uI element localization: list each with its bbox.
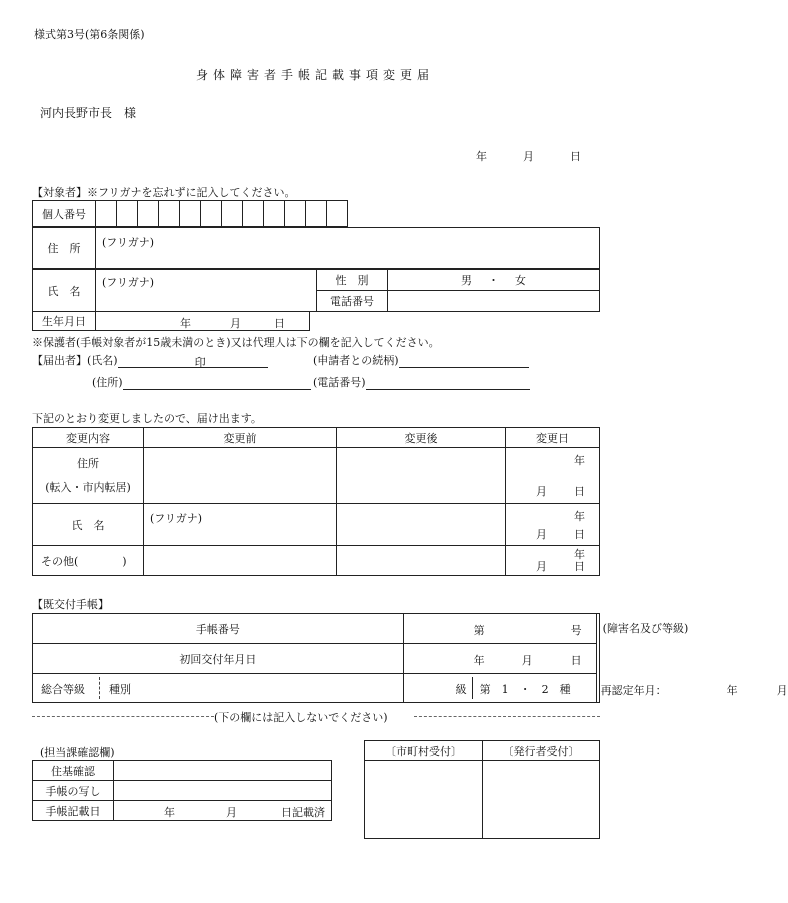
other-date-field[interactable] [506, 546, 600, 576]
address-table [32, 227, 600, 269]
issuer-reception-label: 〔発行者受付〕 [483, 741, 600, 761]
gender-options[interactable] [388, 270, 600, 291]
personal-number-digit[interactable] [159, 201, 180, 227]
other-before-field[interactable] [144, 546, 337, 576]
recert-month-label: 月 [776, 684, 788, 697]
copy-label: 手帳の写し [33, 781, 114, 801]
personal-number-digit[interactable] [180, 201, 201, 227]
entry-date-field[interactable] [114, 801, 332, 821]
address-label: 住 所 [33, 228, 96, 269]
office-table [32, 760, 332, 821]
personal-number-digit[interactable] [243, 201, 264, 227]
personal-number-digit[interactable] [117, 201, 138, 227]
address-field[interactable] [96, 228, 600, 269]
first-issue-year: 年 [473, 654, 485, 667]
personal-number-digit[interactable] [222, 201, 243, 227]
col-header-content: 変更内容 [33, 428, 144, 448]
col-header-before: 変更前 [144, 428, 337, 448]
col-header-after: 変更後 [337, 428, 506, 448]
city-reception-field[interactable] [365, 761, 483, 839]
book-dai-label: 第 [473, 624, 485, 637]
birthdate-table [32, 311, 310, 331]
address-before-field[interactable] [144, 448, 337, 504]
phone-label: 電話番号 [317, 291, 388, 312]
personal-number-digit[interactable] [138, 201, 159, 227]
applicant-row [32, 352, 268, 368]
address-date-field[interactable] [506, 448, 600, 504]
name-field[interactable] [96, 270, 317, 312]
row-address-title: 住所 [77, 456, 99, 470]
personal-number-digit[interactable] [285, 201, 306, 227]
first-issue-day: 日 [570, 654, 582, 667]
kyu-label: 級 [455, 683, 467, 696]
row-address-label [33, 448, 144, 504]
gender-female[interactable]: 女 [515, 274, 526, 287]
grade-kind-label [33, 674, 404, 703]
entry-done-label: 日記載済 [281, 806, 325, 819]
name-furigana-label: (フリガナ) [102, 276, 155, 289]
relation-label: (申請者との続柄) [313, 354, 399, 367]
applicant-name-field[interactable] [118, 354, 236, 368]
issuer-reception-field[interactable] [483, 761, 600, 839]
office-use-separator: (下の欄には記入しないでください) [214, 711, 388, 724]
date-year-label: 年 [574, 548, 585, 561]
relation-field[interactable] [399, 354, 529, 368]
personal-number-digit[interactable] [327, 201, 348, 227]
first-issue-field[interactable] [403, 644, 596, 674]
disability-label: (障害名及び等級) [602, 622, 689, 635]
applicant-phone-label: (電話番号) [313, 376, 366, 389]
personal-number-digit[interactable] [264, 201, 285, 227]
addressee: 河内長野市長 様 [40, 106, 137, 120]
address-furigana-label: (フリガナ) [102, 236, 155, 249]
name-after-field[interactable] [337, 504, 506, 546]
date-month-label: 月 [536, 560, 547, 573]
changes-intro: 下記のとおり変更しましたので、届け出ます。 [32, 412, 262, 425]
copy-field[interactable] [114, 781, 332, 801]
date-month-label: 月 [536, 485, 547, 498]
guardian-note: ※保護者(手帳対象者が15歳未満のとき)又は代理人は下の欄を記入してください。 [32, 336, 440, 349]
first-issue-month: 月 [521, 654, 533, 667]
applicant-address-field[interactable] [123, 376, 311, 390]
subject-heading: 【対象者】※フリガナを忘れずに記入してください。 [32, 186, 296, 199]
personal-number-digit[interactable] [306, 201, 327, 227]
date-year-label: 年 [574, 510, 585, 523]
entry-year-label: 年 [164, 806, 175, 819]
disability-field[interactable] [596, 614, 788, 703]
applicant-address-row [92, 374, 311, 390]
personal-number-label: 個人番号 [33, 201, 96, 227]
kind-options[interactable]: 第 1 ・ 2 種 [479, 683, 571, 696]
personal-number-table [32, 200, 348, 227]
name-before-field[interactable] [144, 504, 337, 546]
seal-mark: 印 [194, 356, 206, 369]
applicant-phone-row [313, 374, 530, 390]
birthdate-field[interactable] [96, 312, 310, 331]
date-month-label: 月 [536, 528, 547, 541]
recert-year-label: 年 [726, 684, 738, 697]
changes-table [32, 427, 600, 576]
name-label: 氏 名 [33, 270, 96, 312]
gender-separator: ・ [488, 274, 499, 287]
date-month-label: 月 [523, 150, 534, 163]
birthdate-label: 生年月日 [33, 312, 96, 331]
applicant-address-label: (住所) [92, 376, 123, 389]
kind-label: 種別 [109, 683, 131, 696]
entry-date-label: 手帳記載日 [33, 801, 114, 821]
reception-table [364, 740, 600, 839]
gender-male[interactable]: 男 [461, 274, 472, 287]
page-title: 身体障害者手帳記載事項変更届 [195, 68, 434, 82]
resident-check-label: 住基確認 [33, 761, 114, 781]
phone-field[interactable] [388, 291, 600, 312]
office-heading: (担当課確認欄) [40, 746, 115, 759]
form-number: 様式第3号(第6条関係) [34, 28, 145, 41]
book-go-label: 号 [570, 624, 582, 637]
date-year-label: 年 [574, 454, 585, 467]
issued-heading: 【既交付手帳】 [32, 598, 109, 611]
name-before-furigana: (フリガナ) [150, 512, 203, 525]
personal-number-digit[interactable] [201, 201, 222, 227]
grade-kind-field[interactable] [403, 674, 596, 703]
book-number-field[interactable] [403, 614, 596, 644]
applicant-phone-field[interactable] [366, 376, 530, 390]
date-day-label: 日 [570, 150, 581, 163]
row-name-label: 氏 名 [33, 504, 144, 546]
applicant-name-label: 【届出者】(氏名) [32, 354, 118, 367]
personal-number-digit[interactable] [96, 201, 117, 227]
name-table [32, 269, 600, 312]
total-grade-label: 総合等級 [41, 683, 85, 696]
issued-table [32, 613, 788, 703]
col-header-date: 変更日 [506, 428, 600, 448]
book-number-label: 手帳番号 [33, 614, 404, 644]
date-day-label: 日 [574, 528, 585, 541]
relation-row [313, 352, 529, 368]
birth-month-label: 月 [230, 317, 241, 330]
entry-month-label: 月 [226, 806, 237, 819]
date-day-label: 日 [574, 485, 585, 498]
birth-year-label: 年 [180, 317, 191, 330]
other-after-field[interactable] [337, 546, 506, 576]
row-other-label: その他( ) [33, 546, 144, 576]
name-date-field[interactable] [506, 504, 600, 546]
city-reception-label: 〔市町村受付〕 [365, 741, 483, 761]
birth-day-label: 日 [274, 317, 285, 330]
recert-label: 再認定年月： [600, 684, 667, 697]
resident-check-field[interactable] [114, 761, 332, 781]
gender-label: 性 別 [317, 270, 388, 291]
first-issue-label: 初回交付年月日 [33, 644, 404, 674]
date-year-label: 年 [476, 150, 487, 163]
address-after-field[interactable] [337, 448, 506, 504]
row-address-sub: (転入・市内転居) [45, 480, 131, 494]
date-day-label: 日 [574, 560, 585, 573]
